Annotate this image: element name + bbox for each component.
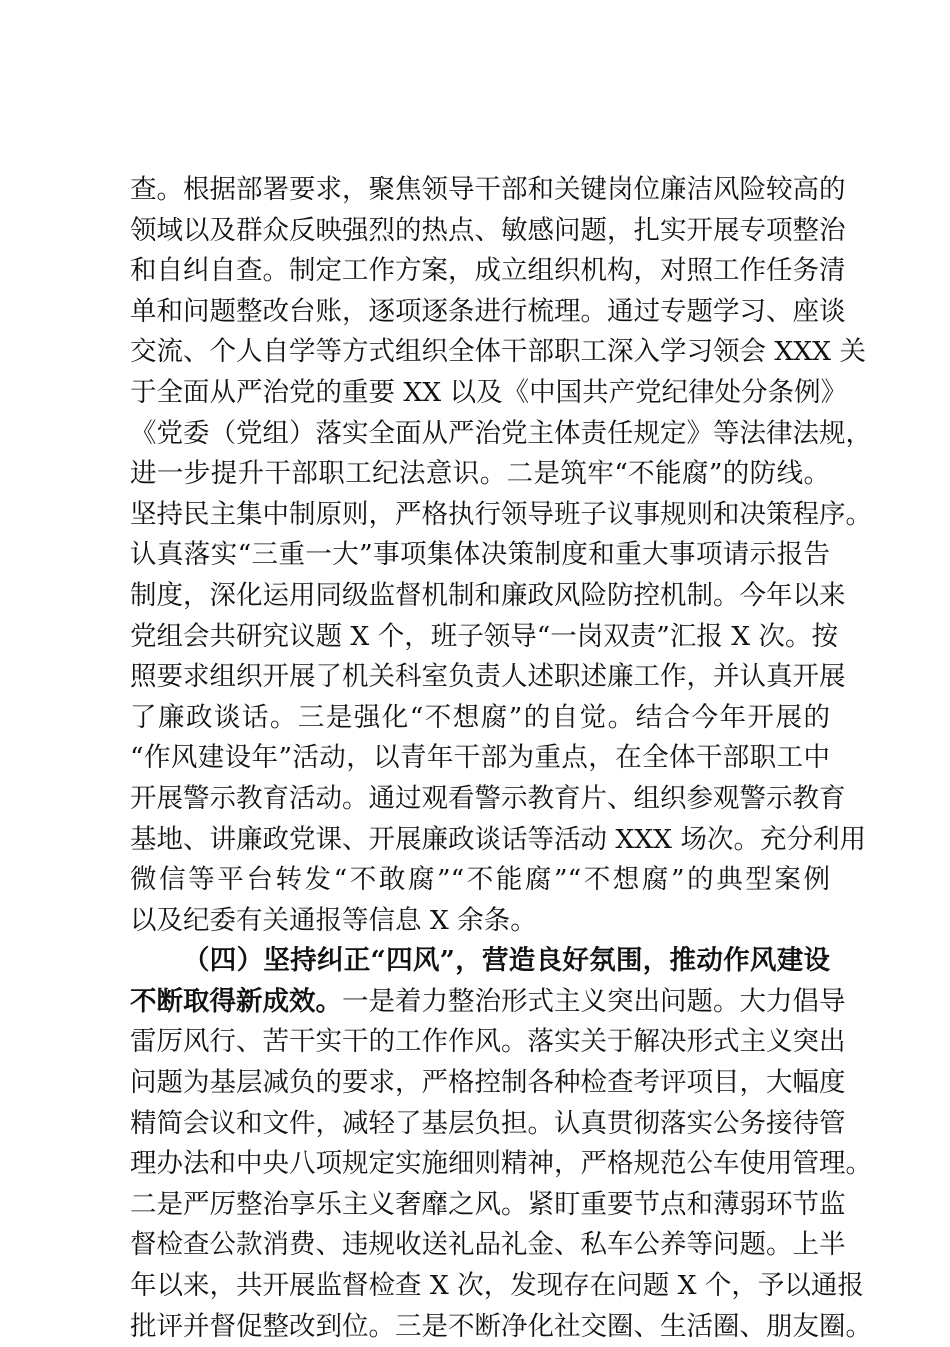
text-line: 单和问题整改台账，逐项逐条进行梳理。通过专题学习、座谈 xyxy=(130,295,846,327)
text-line: 基地、讲廉政党课、开展廉政谈话等活动 XXX 场次。充分利用 xyxy=(130,823,866,855)
text-line: 了廉政谈话。三是强化“不想腐”的自觉。结合今年开展的 xyxy=(130,701,830,733)
body-text xyxy=(130,170,872,1347)
text-line: 交流、个人自学等方式组织全体干部职工深入学习领会 XXX 关 xyxy=(130,336,866,368)
text-line: 开展警示教育活动。通过观看警示教育片、组织参观警示教育 xyxy=(130,782,846,814)
section-heading-continued xyxy=(130,982,846,1023)
section-heading-tail: 不断取得新成效。 xyxy=(130,985,342,1017)
section-heading: （四）坚持纠正“四风”，营造良好氛围，推动作风建设 xyxy=(183,945,830,977)
text-line: 年以来，共开展监督检查 X 次，发现存在问题 X 个，予以通报 xyxy=(130,1270,864,1302)
text-line: 认真落实“三重一大”事项集体决策制度和重大事项请示报告 xyxy=(130,539,830,571)
text-line: 进一步提升干部职工纪法意识。二是筑牢“不能腐”的防线。 xyxy=(130,458,830,490)
text-line: 二是严厉整治享乐主义奢靡之风。紧盯重要节点和薄弱环节监 xyxy=(130,1188,846,1220)
text-line: 以及纪委有关通报等信息 X 余条。 xyxy=(130,904,537,936)
text-line: 精简会议和文件，减轻了基层负担。认真贯彻落实公务接待管 xyxy=(130,1107,846,1139)
text-line: 问题为基层减负的要求，严格控制各种检查考评项目，大幅度 xyxy=(130,1067,846,1099)
text-line: 雷厉风行、苦干实干的工作作风。落实关于解决形式主义突出 xyxy=(130,1026,846,1058)
text-line: 查。根据部署要求，聚焦领导干部和关键岗位廉洁风险较高的 xyxy=(130,174,846,205)
text-line: 照要求组织开展了机关科室负责人述职述廉工作，并认真开展 xyxy=(130,661,846,693)
text-line: 微信等平台转发“不敢腐”“不能腐”“不想腐”的典型案例 xyxy=(130,864,830,896)
text-line: 制度，深化运用同级监督机制和廉政风险防控机制。今年以来 xyxy=(130,579,846,611)
text-line: 《党委（党组）落实全面从严治党主体责任规定》等法律法规， xyxy=(130,417,872,449)
text-line: 督检查公款消费、违规收送礼品礼金、私车公养等问题。上半 xyxy=(130,1229,846,1261)
text-line: 领域以及群众反映强烈的热点、敏感问题，扎实开展专项整治 xyxy=(130,214,846,246)
section-text-start: 一是着力整治形式主义突出问题。大力倡导 xyxy=(342,985,846,1017)
text-line: 于全面从严治党的重要 XX 以及《中国共产党纪律处分条例》 xyxy=(130,376,848,408)
text-line: “作风建设年”活动，以青年干部为重点，在全体干部职工中 xyxy=(130,742,830,774)
text-line: 批评并督促整改到位。三是不断净化社交圈、生活圈、朋友圈。 xyxy=(130,1310,872,1342)
text-line: 和自纠自查。制定工作方案，成立组织机构，对照工作任务清 xyxy=(130,255,846,287)
text-line: 党组会共研究议题 X 个，班子领导“一岗双责”汇报 X 次。按 xyxy=(130,620,839,652)
text-line: 坚持民主集中制原则，严格执行领导班子议事规则和决策程序。 xyxy=(130,498,872,530)
text-line: 理办法和中央八项规定实施细则精神，严格规范公车使用管理。 xyxy=(130,1148,872,1180)
